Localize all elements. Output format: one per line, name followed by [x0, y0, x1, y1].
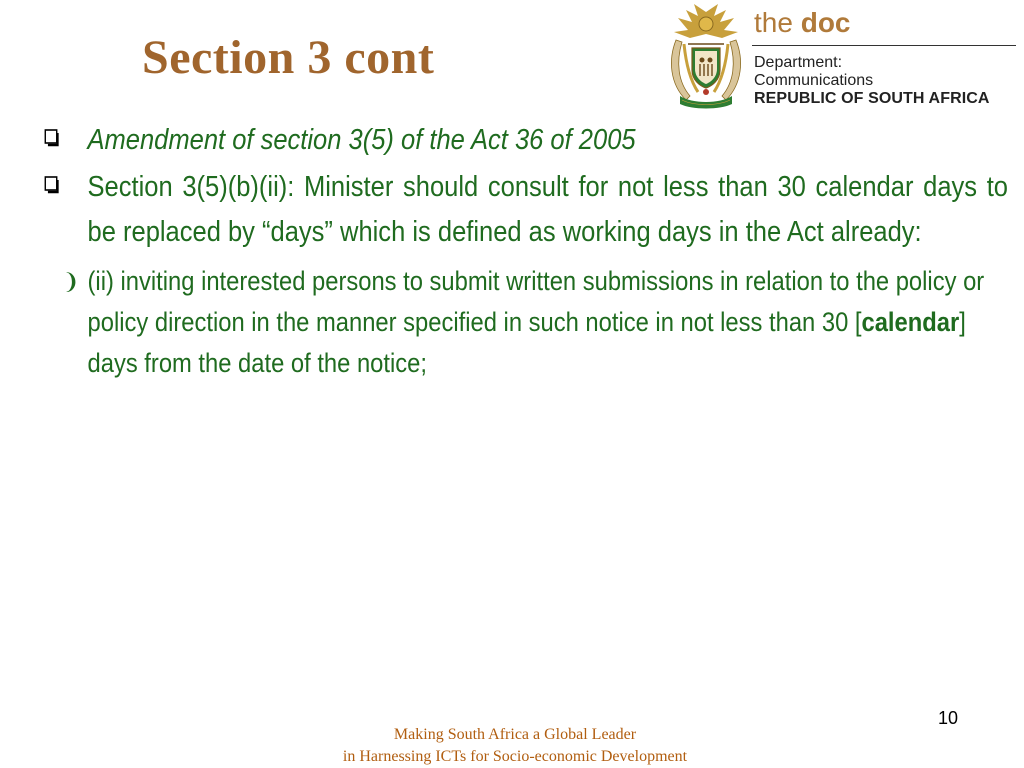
- logo-department-name: Communications: [754, 72, 874, 89]
- logo-wordmark: [754, 6, 851, 40]
- footer-line-1: Making South Africa a Global Leader: [393, 726, 637, 743]
- footer-line-2: in Harnessing ICTs for Socio-economic Development: [342, 748, 688, 765]
- logo-department-label: Department:: [754, 54, 843, 71]
- logo-divider: [752, 45, 1016, 46]
- bullet-item-1: [40, 118, 1008, 163]
- logo-word-the: the: [754, 7, 793, 38]
- footer-tagline: [0, 724, 1024, 768]
- bullet-text: Section 3(5)(b)(ii): Minister should consult for not less than 30 calendar days to be replaced by “days” which is defined as working days in the Act already:: [87, 171, 1008, 248]
- crescent-bullet-icon: ❩: [62, 269, 80, 294]
- page-number: 10: [938, 708, 959, 728]
- bullet-text: Amendment of section 3(5) of the Act 36 of 2005: [87, 124, 636, 156]
- sub-bullet-bold-word: calendar: [861, 307, 960, 337]
- bullet-item-2: [40, 165, 1008, 255]
- logo-word-doc: doc: [800, 7, 851, 38]
- sub-bullet-text: [88, 266, 985, 378]
- sub-bullet-text-before: (ii) inviting interested persons to submit written submissions in relation to the policy or policy direction in the manner specified in such notice in not less than 30 [: [87, 266, 985, 337]
- slide-title: Section 3 cont: [142, 31, 435, 84]
- sub-bullet-item: [40, 261, 1008, 384]
- coat-of-arms-icon: [664, 4, 748, 112]
- slide-body: [40, 118, 1018, 384]
- department-logo: [664, 4, 1018, 112]
- sub-bullet-text-after: ] days from the date of the notice;: [87, 307, 966, 378]
- hollow-square-icon: [44, 176, 60, 194]
- logo-country-name: REPUBLIC OF SOUTH AFRICA: [754, 90, 990, 107]
- hollow-square-icon: [44, 129, 60, 147]
